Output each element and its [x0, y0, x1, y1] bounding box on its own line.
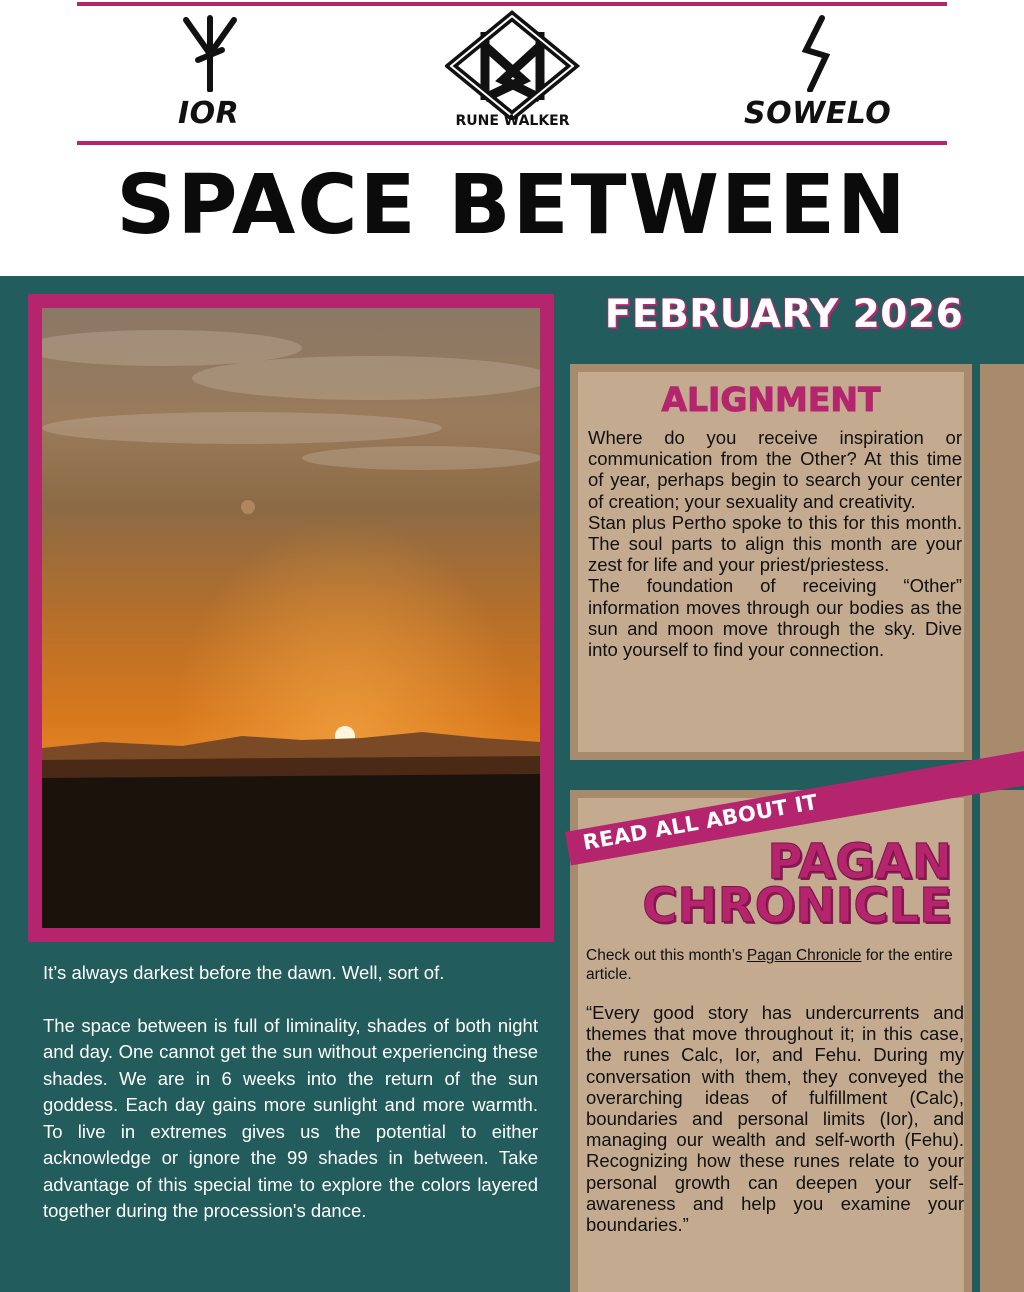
alignment-heading: ALIGNMENT — [661, 380, 881, 419]
ribbon-label: READ ALL ABOUT IT — [581, 789, 820, 855]
ior-label: IOR — [178, 96, 240, 131]
alignment-panel — [570, 364, 972, 760]
sowelo-rune-icon — [796, 14, 836, 92]
logo-caption: RUNE WALKER — [455, 113, 570, 129]
chronicle-note-prefix: Check out this month’s — [586, 947, 747, 964]
chronicle-panel-inner — [578, 798, 964, 1292]
pagan-chronicle-link[interactable]: Pagan Chronicle — [746, 947, 862, 964]
chronicle-note-suffix: for the entire article. — [586, 947, 953, 983]
chronicle-quote: “Every good story has undercurrents and themes that move throughout it; in this case, the runes Calc, Ior, and Fehu. During my conversation with them, they conveyed the overarching ideas of fulfillment (Calc), boundaries and personal limits (Ior), and managing our wealth and self-worth (Fehu). Recognizing how these runes relate to your personal growth can deepen your self-awareness and help you examine your boundaries.” — [586, 1002, 964, 1236]
alignment-paragraph: Stan plus Pertho spoke to this for this month. The soul parts to align this month are your zest for life and your priest/priestess. — [588, 511, 962, 576]
intro-text — [43, 960, 538, 1251]
intro-body: The space between is full of liminality, shades of both night and day. One cannot get the sun without experiencing these shades. We are in 6 weeks into the return of the sun goddess. Each day gains more sunlight and more warmth. To live in extremes gives us the potential to either acknowledge or ignore the 99 shades in between. Take advantage of this special time to explore the colors layered together during the procession's dance. — [43, 1014, 538, 1221]
ior-rune-icon — [178, 14, 242, 92]
content-area — [0, 276, 1024, 1292]
sunset-photo — [42, 308, 540, 928]
mid-rule — [77, 141, 947, 145]
chronicle-title-line2: CHRONICLE — [642, 878, 952, 934]
alignment-text — [588, 427, 962, 660]
intro-lead: It’s always darkest before the dawn. Well, sort of. — [43, 962, 445, 983]
top-rule — [77, 2, 947, 6]
chronicle-panel — [570, 790, 972, 1292]
side-strip — [980, 790, 1024, 1292]
side-strip — [980, 364, 1024, 760]
alignment-paragraph: Where do you receive inspiration or communication from the Other? At this time of year, perhaps begin to search your center of creation; your sexuality and creativity. — [588, 427, 962, 512]
sowelo-label: SOWELO — [744, 96, 892, 131]
rune-walker-logo — [445, 10, 580, 120]
chronicle-title — [642, 834, 952, 934]
page-title: SPACE BETWEEN — [116, 158, 908, 253]
photo-frame — [28, 294, 554, 942]
chronicle-note — [586, 946, 964, 984]
alignment-panel-inner — [578, 372, 964, 752]
issue-date: FEBRUARY 2026 — [604, 292, 964, 337]
alignment-paragraph: The foundation of receiving “Other” information moves through our bodies as the sun and moon move through the sky. Dive into yourself to find your connection. — [588, 575, 962, 661]
chronicle-title-line1: PAGAN — [767, 834, 952, 890]
